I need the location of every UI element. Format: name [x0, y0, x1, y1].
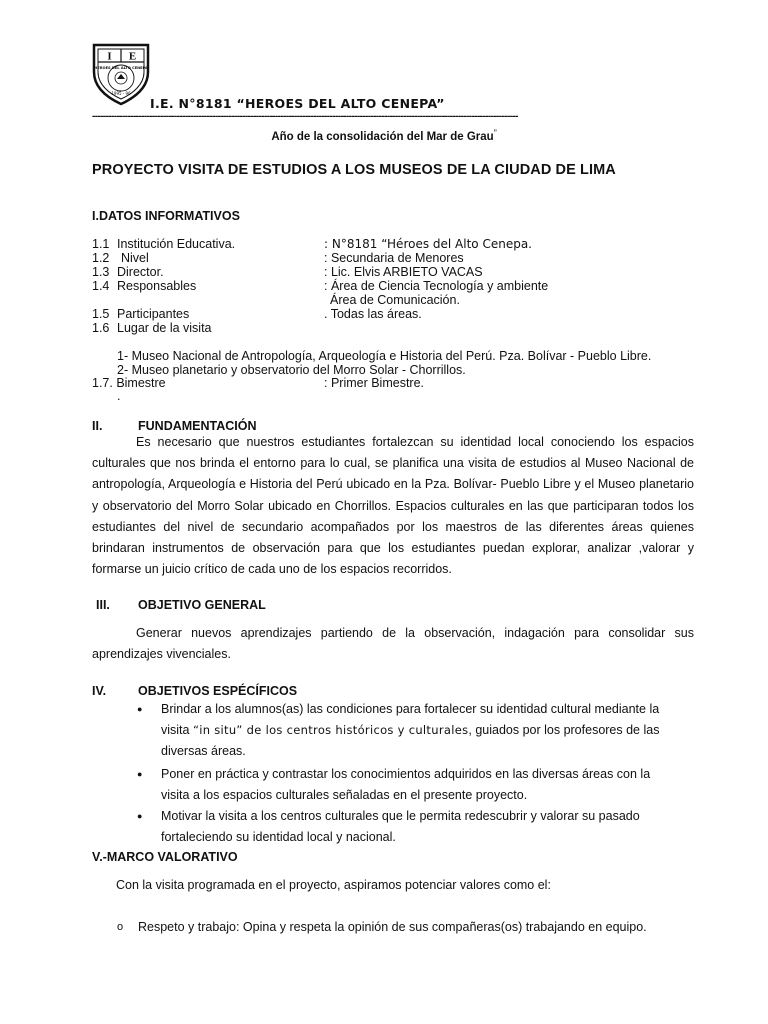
datos-label: Institución Educativa. — [117, 237, 236, 251]
datos-num: 1.2 — [92, 251, 110, 265]
bullet-icon: ● — [137, 704, 143, 714]
section-heading-objetivos-especificos: OBJETIVOS ESPÉCÍFICOS — [138, 684, 298, 698]
datos-value: Área de Comunicación. — [330, 293, 460, 307]
fundamentacion-paragraph — [92, 432, 694, 580]
section-heading-fundamentacion: FUNDAMENTACIÓN — [138, 419, 257, 433]
datos-num: 1.4 — [92, 279, 110, 293]
section-number-ii: II. — [92, 419, 103, 433]
objetivo-general-paragraph — [92, 623, 694, 665]
datos-num: 1.6 — [92, 321, 110, 335]
school-name: I.E. N°8181 “HEROES DEL ALTO CENEPA” — [150, 96, 445, 111]
crest-arc-text: HEROES DEL ALTO CENEPA — [94, 66, 148, 70]
datos-label: Lugar de la visita — [117, 321, 212, 335]
header-separator: ------------------------------------------------------------------------------------------------------------------------------------------------------------ — [92, 111, 518, 122]
datos-num: 1.3 — [92, 265, 110, 279]
visit-place-item: 2- Museo planetario y observatorio del Morro Solar - Chorrillos. — [117, 363, 466, 377]
bullet-icon: ● — [137, 811, 143, 821]
marco-intro: Con la visita programada en el proyecto, aspiramos potenciar valores como el: — [116, 878, 551, 892]
datos-value: : Lic. Elvis ARBIETO VACAS — [324, 265, 483, 279]
section-heading-objetivo-general: OBJETIVO GENERAL — [138, 598, 266, 612]
visit-place-item: 1- Museo Nacional de Antropología, Arqueología e Historia del Perú. Pza. Bolívar - Pueblo Libre. — [117, 349, 652, 363]
datos-label: Participantes — [117, 307, 190, 321]
section-heading-marco-valorativo: V.-MARCO VALORATIVO — [92, 850, 238, 864]
bimestre-value: : Primer Bimestre. — [324, 376, 425, 390]
objective-line: diversas áreas. — [161, 744, 246, 758]
crest-letter-i: I — [107, 50, 112, 63]
section-number-iii: III. — [96, 598, 110, 612]
datos-value: : N°8181 “Héroes del Alto Cenepa. — [324, 237, 532, 251]
objective-line: visita a los espacios culturales señaladas en el presente proyecto. — [161, 788, 528, 802]
motto-text: Año de la consolidación del Mar de Grau — [271, 131, 494, 143]
page-title: PROYECTO VISITA DE ESTUDIOS A LOS MUSEOS DE LA CIUDAD DE LIMA — [92, 162, 616, 178]
stray-dot: . — [117, 389, 121, 403]
bimestre-label: 1.7. Bimestre — [92, 376, 166, 390]
year-motto — [0, 128, 768, 143]
datos-label: Director. — [117, 265, 164, 279]
objective-line-text: visita “in situ” de los centros históricos y culturales, guiados por los profesores de las — [161, 723, 660, 737]
fundamentacion-text: Es necesario que nuestros estudiantes fortalezcan su identidad local conociendo los espacios culturales que nos brinda el entorno para lo cual, se planifica una visita de estudios al Museo Nacional de antropología, Arqueología e Historia del Perú ubicado en la Pza. Bolívar- Pueblo Libre y el Museo planetario y observatorio del Morro Solar ubicado en Chorrillos. Espacios culturales en las que participaran todos los estudiantes del nivel de secundario acompañados por los maestros de las diferentes áreas quienes brindaran instrumentos de observación para que los estudiantes puedan explorar, analizar ,valorar y formarse un juicio crítico de cada uno de los espacios recorridos. — [92, 435, 694, 577]
crest-letter-e: E — [128, 50, 137, 63]
crest-year: 1995 - 96 — [111, 91, 131, 96]
objective-line: Brindar a los alumnos(as) las condiciones para fortalecer su identidad cultural mediante la — [161, 702, 660, 716]
section-heading-datos: I.DATOS INFORMATIVOS — [92, 209, 240, 223]
section-number-iv: IV. — [92, 684, 107, 698]
school-crest-logo — [90, 42, 152, 106]
datos-value: : Área de Ciencia Tecnología y ambiente — [324, 279, 549, 293]
datos-label: Nivel — [121, 251, 149, 265]
motto-mark: ” — [493, 128, 497, 138]
datos-num: 1.5 — [92, 307, 110, 321]
datos-value: . Todas las áreas. — [324, 307, 422, 321]
objective-line: Motivar la visita a los centros culturales que le permita redescubrir y valorar su pasado — [161, 809, 640, 823]
objective-line — [161, 723, 659, 737]
marco-value-item: Respeto y trabajo: Opina y respeta la opinión de sus compañeras(os) trabajando en equipo. — [138, 920, 647, 934]
bullet-icon: ● — [137, 769, 143, 779]
objetivo-general-text: Generar nuevos aprendizajes partiendo de la observación, indagación para consolidar sus aprendizajes vivenciales. — [92, 626, 694, 662]
datos-num: 1.1 — [92, 237, 110, 251]
bullet-circle-icon: o — [117, 921, 124, 933]
objective-line: Poner en práctica y contrastar los conocimientos adquiridos en las diversas áreas con la — [161, 767, 651, 781]
datos-value: : Secundaria de Menores — [324, 251, 464, 265]
objective-line: fortaleciendo su identidad local y nacional. — [161, 830, 396, 844]
datos-label: Responsables — [117, 279, 197, 293]
